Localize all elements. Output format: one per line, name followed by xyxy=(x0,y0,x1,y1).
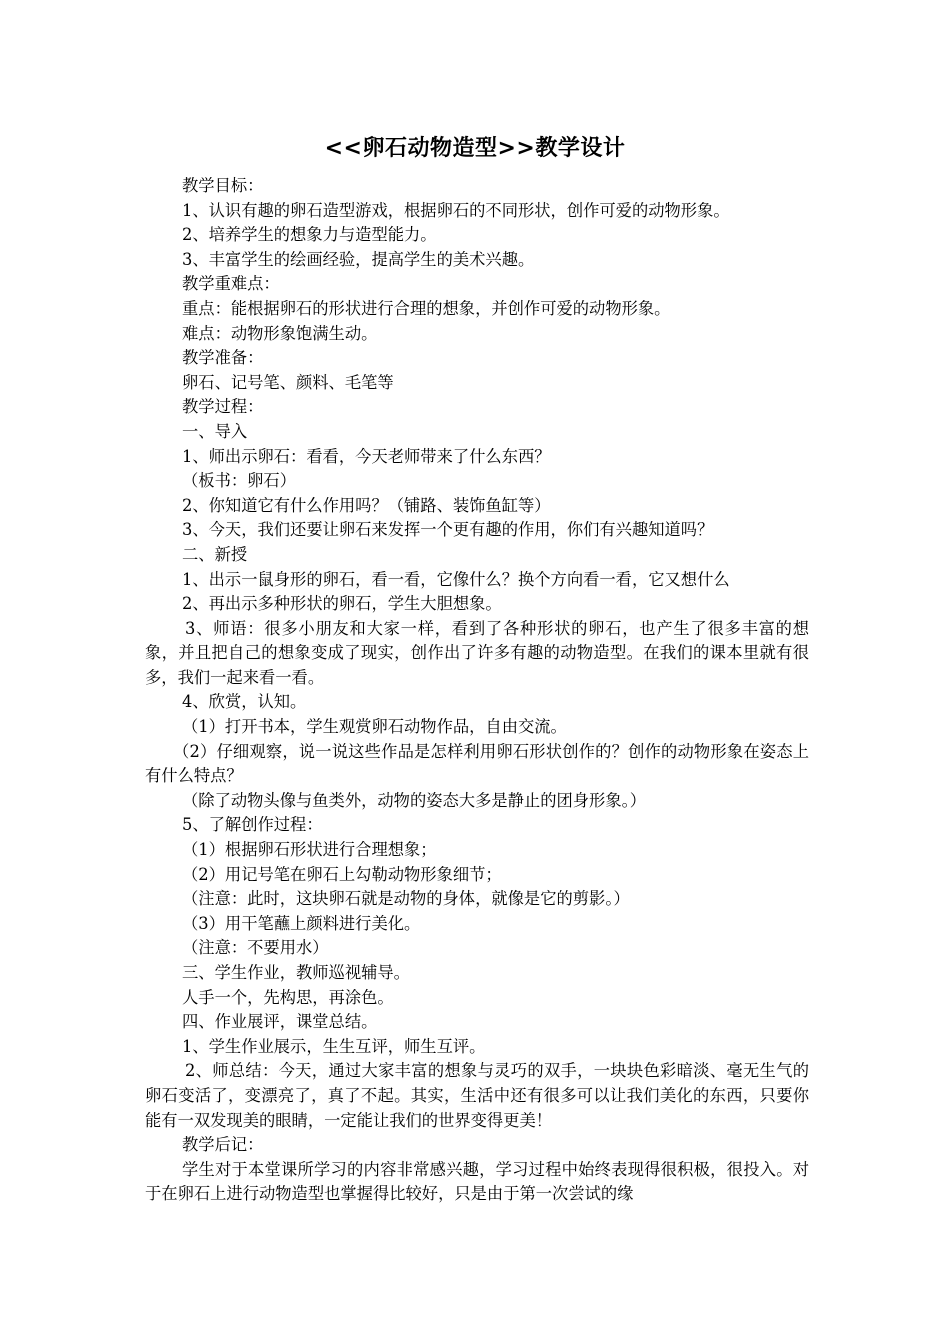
paragraph: 2、师总结：今天，通过大家丰富的想象与灵巧的双手，一块块色彩暗淡、毫无生气的卵石变活了，变漂亮了，真了不起。其实，生活中还有很多可以让我们美化的东西，只要你能有一双发现美的眼睛，一定能让我们的世界变得更美！ xyxy=(145,1061,809,1130)
paragraph: 3、丰富学生的绘画经验，提高学生的美术兴趣。 xyxy=(182,249,535,269)
paragraph: 3、师语：很多小朋友和大家一样，看到了各种形状的卵石，也产生了很多丰富的想象，并且把自己的想象变成了现实，创作出了许多有趣的动物造型。在我们的课本里就有很多，我们一起来看一看。 xyxy=(145,618,809,687)
paragraph: 1、师出示卵石：看看，今天老师带来了什么东西？ xyxy=(182,446,551,466)
paragraph: （注意：此时，这块卵石就是动物的身体，就像是它的剪影。） xyxy=(182,889,630,909)
paragraph: 5、了解创作过程： xyxy=(182,815,323,835)
section-heading: 四、作业展评，课堂总结。 xyxy=(182,1012,378,1032)
paragraph: （1）根据卵石形状进行合理想象； xyxy=(182,840,437,860)
paragraph: （除了动物头像与鱼类外，动物的姿态大多是静止的团身形象。） xyxy=(182,790,647,810)
paragraph: （2）仔细观察，说一说这些作品是怎样利用卵石形状创作的？创作的动物形象在姿态上有什么特点？ xyxy=(145,741,809,786)
document-title: <<卵石动物造型>>教学设计 xyxy=(324,136,626,161)
paragraph: （1）打开书本，学生观赏卵石动物作品，自由交流。 xyxy=(182,717,567,737)
paragraph: 卵石、记号笔、颜料、毛笔等 xyxy=(182,372,394,392)
paragraph: （2）用记号笔在卵石上勾勒动物形象细节； xyxy=(182,864,502,884)
paragraph: 1、出示一鼠身形的卵石，看一看，它像什么？换个方向看一看，它又想什么 xyxy=(182,569,730,589)
section-heading: 二、新授 xyxy=(182,544,248,564)
paragraph: 1、学生作业展示，生生互评，师生互评。 xyxy=(182,1036,486,1056)
paragraph: （3）用干笔蘸上颜料进行美化。 xyxy=(182,913,421,933)
paragraph: （板书：卵石） xyxy=(182,471,296,491)
paragraph: 学生对于本堂课所学习的内容非常感兴趣，学习过程中始终表现得很积极，很投入。对于在卵石上进行动物造型也掌握得比较好，只是由于第一次尝试的缘 xyxy=(145,1159,809,1204)
paragraph: 2、你知道它有什么作用吗？（铺路、装饰鱼缸等） xyxy=(182,495,551,515)
paragraph: 重点：能根据卵石的形状进行合理的想象，并创作可爱的动物形象。 xyxy=(182,298,671,318)
heading-objectives: 教学目标： xyxy=(182,176,264,195)
section-heading: 三、学生作业，教师巡视辅导。 xyxy=(182,963,410,982)
section-heading: 一、导入 xyxy=(182,421,248,441)
paragraph: （注意：不要用水） xyxy=(182,938,329,958)
document-body xyxy=(145,174,809,1207)
heading-process: 教学过程： xyxy=(182,397,264,417)
paragraph: 3、今天，我们还要让卵石来发挥一个更有趣的作用，你们有兴趣知道吗？ xyxy=(182,520,714,540)
paragraph: 2、培养学生的想象力与造型能力。 xyxy=(182,225,437,245)
paragraph: 2、再出示多种形状的卵石，学生大胆想象。 xyxy=(182,594,502,614)
paragraph: 人手一个，先构思，再涂色。 xyxy=(182,987,394,1007)
heading-preparation: 教学准备： xyxy=(182,348,264,368)
paragraph: 4、欣赏，认知。 xyxy=(182,692,307,712)
heading-postscript: 教学后记： xyxy=(182,1135,264,1155)
paragraph: 难点：动物形象饱满生动。 xyxy=(182,323,378,343)
paragraph: 1、认识有趣的卵石造型游戏，根据卵石的不同形状，创作可爱的动物形象。 xyxy=(182,200,730,220)
heading-key-points: 教学重难点： xyxy=(182,274,280,294)
